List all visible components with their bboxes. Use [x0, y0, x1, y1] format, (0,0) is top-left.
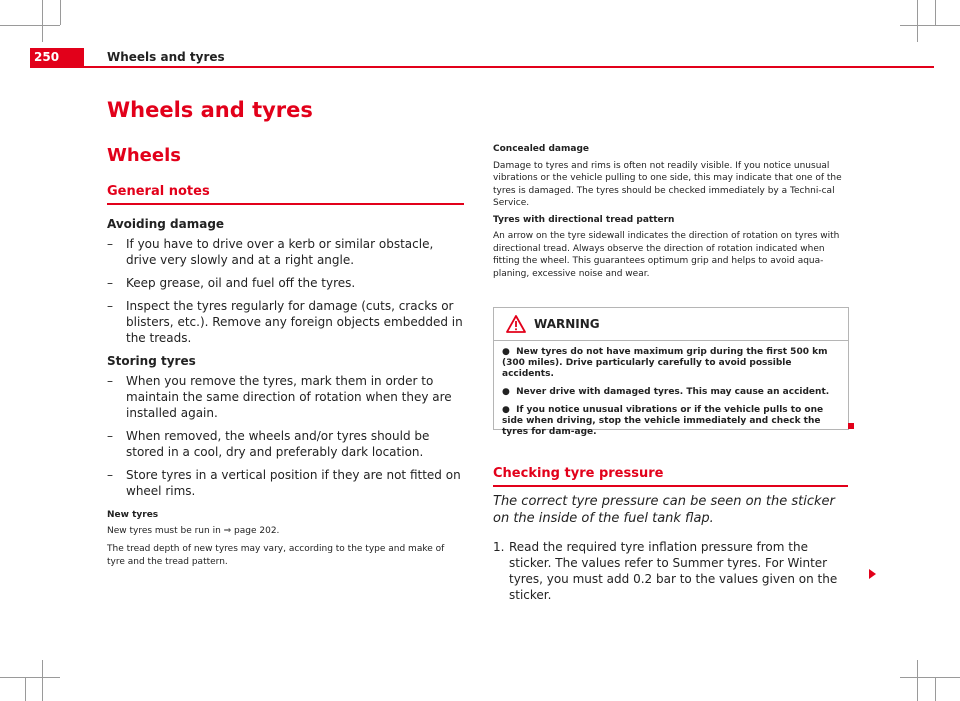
section-title: Wheels: [107, 145, 181, 166]
subsection-rule: [493, 485, 848, 487]
crop-mark: [917, 0, 918, 42]
left-column: [107, 216, 464, 574]
end-of-section-icon: [848, 423, 854, 429]
bullet: ●: [502, 387, 510, 397]
list-item: – Keep grease, oil and fuel off the tyres.: [107, 276, 356, 290]
list-item: – When removed, the wheels and/or tyres should be stored in a cool, dry and preferably dark location.: [107, 429, 430, 459]
crop-mark: [60, 0, 61, 25]
crop-mark: [900, 25, 960, 26]
directional-tread-heading: Tyres with directional tread pattern: [493, 214, 675, 225]
warning-item: ● Never drive with damaged tyres. This may cause an accident.: [502, 387, 830, 397]
bullet: ●: [502, 347, 510, 357]
list-item: – Store tyres in a vertical position if they are not fitted on wheel rims.: [107, 468, 461, 498]
crop-mark: [917, 660, 918, 701]
header-rule: [84, 66, 934, 68]
new-tyres-heading: New tyres: [107, 510, 159, 520]
concealed-damage-heading: Concealed damage: [493, 144, 589, 154]
warning-item: ● New tyres do not have maximum grip during the first 500 km (300 miles). Drive particularly carefully to avoid possible accidents.: [502, 347, 828, 379]
crop-mark: [935, 0, 936, 25]
step-text: Read the required tyre inflation pressure from the sticker. The values refer to Summer tyres. For Winter tyres, you must add 0.2 bar to the values given on the sticker.: [509, 540, 838, 602]
list-item: – Inspect the tyres regularly for damage (cuts, cracks or blisters, etc.). Remove any foreign objects embedded in the treads.: [107, 299, 463, 345]
warning-triangle-icon: [506, 315, 526, 333]
tyre-pressure-intro: The correct tyre pressure can be seen on the sticker on the inside of the fuel tank flap.: [493, 494, 835, 526]
step-number: 1.: [493, 540, 505, 554]
warning-header: [494, 308, 848, 341]
dash-bullet: –: [107, 374, 113, 388]
dash-bullet: –: [107, 237, 113, 251]
avoiding-damage-heading: Avoiding damage: [107, 217, 225, 231]
bullet: ●: [502, 405, 510, 415]
crop-mark: [42, 660, 43, 701]
new-tyres-text: New tyres must be run in ⇒ page 202.: [107, 526, 280, 536]
page-number: 250: [34, 50, 60, 64]
crop-mark: [42, 0, 43, 42]
crop-mark: [900, 677, 960, 678]
subsection-rule: [107, 203, 464, 205]
subsection-title: General notes: [107, 184, 210, 199]
dash-bullet: –: [107, 276, 113, 290]
warning-body: [494, 341, 848, 438]
chapter-title: Wheels and tyres: [107, 98, 313, 122]
warning-title: WARNING: [534, 317, 600, 331]
step-item: [493, 539, 849, 603]
warning-box: [493, 307, 849, 437]
storing-tyres-heading: Storing tyres: [107, 354, 196, 368]
tread-depth-text: The tread depth of new tyres may vary, according to the type and make of tyre and the tread pattern.: [107, 544, 445, 567]
tyre-pressure-heading: Checking tyre pressure: [493, 466, 664, 481]
list-item: – If you have to drive over a kerb or similar obstacle, drive very slowly and at a right angle.: [107, 237, 434, 267]
crop-mark: [0, 677, 60, 678]
crop-mark: [25, 677, 26, 701]
continued-arrow-icon: [869, 569, 876, 579]
dash-bullet: –: [107, 429, 113, 443]
warning-item: ● If you notice unusual vibrations or if the vehicle pulls to one side when driving, stop the vehicle immediately and check the tyres for dam-age.: [502, 405, 824, 437]
crop-mark: [935, 677, 936, 701]
dash-bullet: –: [107, 299, 113, 313]
right-column: [493, 143, 848, 284]
concealed-damage-text: Damage to tyres and rims is often not readily visible. If you notice unusual vibrations or the vehicle pulling to one side, this may indicate that one of the tyres is damaged. The tyres should be checked immediately by a Techni-cal Service.: [493, 160, 842, 208]
directional-tread-text: An arrow on the tyre sidewall indicates the direction of rotation on tyres with directional tread. Always observe the direction of rotation indicated when fitting the wheel. This guarantees optimum grip and helps to avoid aqua-planing, excessive noise and wear.: [493, 231, 840, 279]
running-header: Wheels and tyres: [107, 50, 225, 64]
list-item: – When you remove the tyres, mark them in order to maintain the same direction of rotation when they are installed again.: [107, 374, 452, 420]
dash-bullet: –: [107, 468, 113, 482]
crop-mark: [0, 25, 60, 26]
